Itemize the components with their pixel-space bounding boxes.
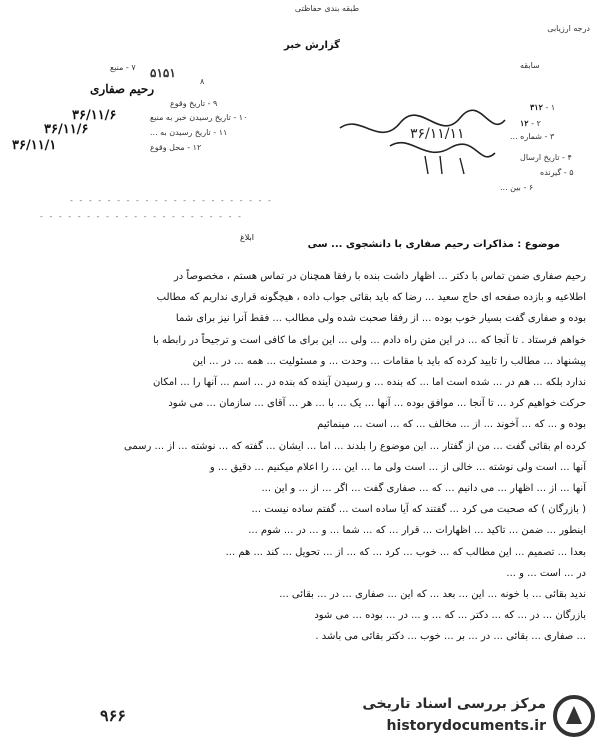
classification-label: طبقه بندی حفاظتی <box>294 4 360 13</box>
dashed-separator: - - - - - - - - - - - - - - - - - - - - - - <box>40 212 243 221</box>
field-num: ۷ <box>131 63 136 72</box>
body-line: بازرگان ... در ... که ... دکتر ... که ... و ... در ... بوده ... می شود <box>314 610 586 622</box>
left-field-7: ۷ - منبع <box>110 63 136 72</box>
body-line: آنها ... از ... اظهار ... می دانیم ... که ... صفاری گفت ... اگر ... از ... و این ... <box>261 483 586 495</box>
body-line: رحیم صفاری ضمن تماس با دکتر ... اظهار داشت بنده با رفقا همچنان در تماس هستم ، مخصوصاً در <box>173 271 586 282</box>
evaluation-grade-label: درجه ارزیابی <box>547 24 590 33</box>
field-num: ۳ <box>549 132 555 141</box>
left-field-8 <box>200 77 204 86</box>
body-line: ( بازرگان ) که صحبت می کرد ... گفتند که آیا ساده است ... گفتم ساده نیست ... <box>251 504 586 516</box>
subject-number: ابلاغ <box>240 233 254 242</box>
dashed-separator: - - - - - - - - - - - - - - - - - - - - - - <box>70 196 273 205</box>
left-field-9: ۹ - تاریخ وقوع <box>170 99 218 108</box>
field-num: ۱۱ <box>218 128 228 137</box>
field-value: ۱۲ <box>520 118 529 128</box>
report-title: گزارش خبر <box>283 40 340 51</box>
field-label: تاریخ وقوع <box>170 99 206 108</box>
field-label: سابقه <box>520 61 540 70</box>
field-label: بین ... <box>500 183 521 192</box>
handwritten-stamp-scribble <box>330 108 510 178</box>
field-num: ۹ <box>213 99 218 108</box>
body-line: پیشنهاد ... مطالب را تایید کرده که باید با مقامات ... وحدت ... و مسئولیت ... همه ... در ... این <box>192 355 586 367</box>
field-num: ۶ <box>528 183 534 192</box>
person-name-value: رحیم صفاری <box>90 82 155 96</box>
right-field-1 <box>520 61 540 70</box>
date-received-value: ۳۶/۱۱/۶ <box>72 108 117 123</box>
right-field-3: ۳ - شماره ... <box>510 132 555 141</box>
field-label: محل وقوع <box>150 143 185 152</box>
right-field-2: ۲ - ۱۲ <box>520 118 541 128</box>
right-field-6: ۶ - بین ... <box>500 183 534 192</box>
left-field-11: ۱۱ - تاریخ رسیدن به ... <box>150 128 228 137</box>
watermark <box>318 690 602 744</box>
body-line: ندارد بلکه ... هم در ... شده است اما ... که بنده ... و رسیدن آینده که بنده در ... اسم ... آنها را ... امکان <box>152 377 586 389</box>
field-label: شماره ... <box>510 132 542 141</box>
field-label: تاریخ رسیدن خبر به منبع <box>150 113 231 122</box>
handwritten-signature: ۹۶۶ <box>100 706 126 725</box>
field-label: تاریخ ارسال <box>520 153 560 162</box>
report-body <box>16 266 586 696</box>
body-line: بوده و ... که ... آخوند ... از ... مخالف ... که ... است ... مینمائیم <box>317 419 586 431</box>
field-num: ۵ <box>569 168 574 177</box>
body-line: خواهم فرستاد . تا آنجا که ... در این متن راه دادم ... ولی ... این برای ما کافی است و ترجیحاً در رابطه با <box>153 334 586 346</box>
body-line: ندید بقائی ... با خونه ... این ... بعد ... که این ... صفاری ... در ... بقائی ... <box>279 589 586 601</box>
right-field-5: ۵ - گیرنده <box>540 168 574 177</box>
field-num: ۱ <box>550 103 556 112</box>
body-line: در ... است ... و ... <box>506 567 586 579</box>
left-field-10: ۱۰ - تاریخ رسیدن خبر به منبع <box>150 113 248 122</box>
field-label: گیرنده <box>540 168 562 177</box>
field-num: ۴ <box>567 153 572 162</box>
body-line: ... صفاری ... بقائی ... در ... بر ... خوب ... دکتر بقائی می باشد . <box>315 631 586 643</box>
field-num: ۲ <box>536 119 541 128</box>
archive-logo-icon <box>552 694 596 738</box>
source-value: ۵۱۵۱ <box>150 66 176 80</box>
body-line: حرکت خواهیم کرد ... تا آنجا ... موافق بوده ... آنها ... یک ... با ... هر ... آقای ... سازمان ... می شود <box>168 398 586 410</box>
field-label: منبع <box>110 63 124 72</box>
body-line: اطلاعیه و بازده صفحه ای حاج سعید ... رضا که باید بقائی جواب داده ، هیچگونه قراری نداریم که مطالب <box>156 292 586 304</box>
field-num: ۱۲ <box>192 143 202 152</box>
subject-line: موضوع : مذاکرات رحیم صفاری با دانشجوی ... سی <box>307 239 560 250</box>
body-line: کرده ام بقائی گفت ... من از گفتار ... این موضوع را بلدند ... اما ... ایشان ... گفته که ... نوشته ... از ... رسمی <box>124 440 586 452</box>
body-line: آنها ... است ولی نوشته ... خالی از ... است ولی ما ... این ... را اعلام میکنیم ... دقیق ... و <box>209 461 586 473</box>
field-num: ۱۰ <box>238 113 248 122</box>
body-line: بوده و صفاری گفت بسیار خوب بوده ... از رفقا صحبت شده ولی مطالب ... فقط آنرا نیز برای شما <box>175 313 586 325</box>
right-field-1b: ۱ - ۳۱۲ <box>530 102 556 112</box>
stamp-text: ۳۶/۱۱/۱۱ <box>410 126 465 142</box>
right-field-4: ۴ - تاریخ ارسال <box>520 153 572 162</box>
watermark-title: مرکز بررسی اسناد تاریخی <box>362 696 546 712</box>
location-value: ۳۶/۱۱/۱ <box>12 138 57 153</box>
field-value: ۳۱۲ <box>530 102 543 112</box>
left-field-12: ۱۲ - محل وقوع <box>150 143 202 152</box>
body-line: اینطور ... ضمن ... تاکید ... اظهارات ... قرار ... که ... شما ... و ... در ... شوم ... <box>248 525 586 537</box>
body-line: بعدا ... تصمیم ... این مطالب که ... خوب ... کرد ... که ... از ... تحویل ... کند ... هم ... <box>225 546 586 558</box>
field-label: تاریخ رسیدن به ... <box>150 128 211 137</box>
date-arrived-value: ۳۶/۱۱/۶ <box>44 122 89 137</box>
field-num: ۸ <box>200 77 205 86</box>
watermark-url: historydocuments.ir <box>386 718 546 734</box>
